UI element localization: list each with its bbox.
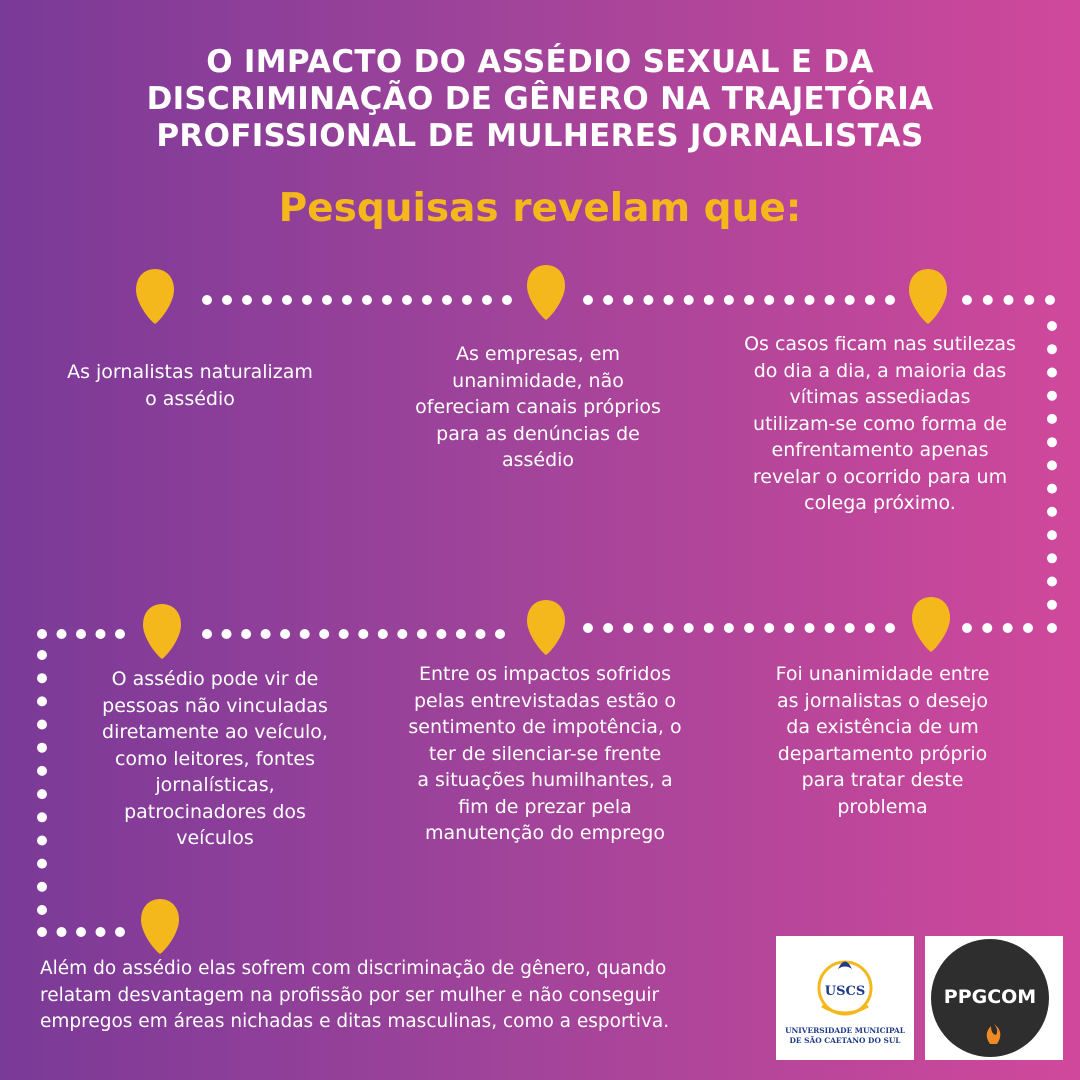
text-line: da existência de um <box>786 716 979 738</box>
marker-drop-icon <box>527 600 565 655</box>
finding-text-5 <box>380 661 710 847</box>
path-dot <box>37 743 47 753</box>
text-line: manutenção do emprego <box>425 822 665 844</box>
path-dot <box>37 696 47 706</box>
text-line: do dia a dia, a maioria das <box>753 359 1007 382</box>
path-dot <box>422 295 432 305</box>
path-dot <box>476 629 486 639</box>
path-dot <box>495 629 505 639</box>
path-dot <box>865 623 875 633</box>
path-dot <box>378 629 388 639</box>
path-dot <box>57 927 67 937</box>
path-dot <box>37 720 47 730</box>
finding-text-1 <box>40 359 340 412</box>
text-line: jornalísticas, <box>155 774 275 796</box>
path-dot <box>37 789 47 799</box>
path-dot <box>300 629 310 639</box>
path-dot <box>583 623 593 633</box>
path-dot <box>202 629 212 639</box>
text-line: empregos em áreas nichadas e ditas masculinas, como a esportiva. <box>40 1011 670 1032</box>
path-dot <box>482 295 492 305</box>
text-line: revelar o ocorrido para um <box>752 465 1008 488</box>
path-dot <box>37 859 47 869</box>
path-dot <box>37 629 47 639</box>
path-dot <box>805 295 815 305</box>
path-dot <box>37 766 47 776</box>
text-line: assédio <box>501 449 575 471</box>
path-dot <box>664 295 674 305</box>
text-line: a situações humilhantes, a <box>417 769 673 791</box>
path-dot <box>242 295 252 305</box>
path-dot <box>76 629 86 639</box>
path-dot <box>805 623 815 633</box>
text-line: relatam desvantagem na profissão por ser mulher e não conseguir <box>40 984 660 1006</box>
path-dot <box>76 927 86 937</box>
path-dot <box>724 623 734 633</box>
path-dot <box>623 623 633 633</box>
path-dot <box>115 629 125 639</box>
text-line: as jornalistas o desejo <box>776 689 989 712</box>
path-dot <box>643 295 653 305</box>
path-dot <box>342 295 352 305</box>
conclusion-text <box>40 956 740 1036</box>
path-dot <box>302 295 312 305</box>
path-dot <box>1004 295 1014 305</box>
path-dot <box>962 623 972 633</box>
path-dot <box>37 836 47 846</box>
text-line: pessoas não vinculadas <box>102 694 328 717</box>
path-dot <box>37 673 47 683</box>
text-line: colega próximo. <box>804 492 956 514</box>
path-dot <box>436 629 446 639</box>
path-dot <box>865 295 875 305</box>
path-dot <box>37 882 47 892</box>
finding-text-2 <box>378 341 698 474</box>
path-dot <box>502 295 512 305</box>
path-dot <box>845 623 855 633</box>
text-line: o assédio <box>145 387 235 410</box>
path-dot <box>623 295 633 305</box>
text-line: diretamente ao veículo, <box>102 721 328 743</box>
path-dot <box>684 623 694 633</box>
text-line: unanimidade, não <box>452 369 624 392</box>
marker-drop-icon <box>527 265 565 320</box>
path-dot <box>456 629 466 639</box>
path-dot <box>664 623 674 633</box>
uscs-logo-word: USCS <box>824 984 866 999</box>
text-line: Foi unanimidade entre <box>775 663 990 685</box>
path-dot <box>583 295 593 305</box>
path-dot <box>764 623 774 633</box>
path-dot <box>339 629 349 639</box>
uscs-logo <box>776 936 914 1060</box>
finding-text-6 <box>65 666 365 852</box>
title-line: DISCRIMINAÇÃO DE GÊNERO NA TRAJETÓRIA <box>146 81 934 117</box>
text-line: como leitores, fontes <box>114 747 316 770</box>
text-line: enfrentamento apenas <box>771 439 989 461</box>
ppgcom-logo-word: PPGCOM <box>943 986 1037 1008</box>
finding-text-4 <box>740 661 1025 820</box>
path-dot <box>1047 553 1057 563</box>
path-dot <box>982 623 992 633</box>
path-dot <box>724 295 734 305</box>
text-line: utilizam-se como forma de <box>753 412 1007 435</box>
path-dot <box>402 295 412 305</box>
path-dot <box>1047 321 1057 331</box>
path-dot <box>603 623 613 633</box>
path-dot <box>202 295 212 305</box>
finding-text-3 <box>710 331 1050 517</box>
path-dot <box>704 295 714 305</box>
path-dot <box>57 629 67 639</box>
path-dot <box>462 295 472 305</box>
path-dot <box>845 295 855 305</box>
path-dot <box>603 295 613 305</box>
ppgcom-logo <box>925 936 1063 1060</box>
text-line: pelas entrevistadas estão o <box>413 689 676 712</box>
path-dot <box>222 629 232 639</box>
text-line: para tratar deste <box>801 769 964 791</box>
path-dot <box>37 927 47 937</box>
text-line: Os casos ficam nas sutilezas <box>744 333 1016 355</box>
text-line: problema <box>837 795 928 818</box>
path-dot <box>744 295 754 305</box>
title-line: PROFISSIONAL DE MULHERES JORNALISTAS <box>156 118 924 154</box>
path-dot <box>442 295 452 305</box>
text-line: Entre os impactos sofridos <box>418 663 672 685</box>
path-dot <box>322 295 332 305</box>
path-dot <box>1047 623 1057 633</box>
path-dot <box>885 295 895 305</box>
path-dot <box>825 623 835 633</box>
path-dot <box>262 295 272 305</box>
path-dot <box>115 927 125 937</box>
path-dot <box>962 295 972 305</box>
text-line: vítimas assediadas <box>789 386 971 408</box>
path-dot <box>241 629 251 639</box>
path-dot <box>282 295 292 305</box>
path-dot <box>1047 600 1057 610</box>
path-dot <box>96 927 106 937</box>
text-line: O assédio pode vir de <box>111 668 319 690</box>
path-dot <box>382 295 392 305</box>
text-line: patrocinadores dos <box>124 800 306 823</box>
path-dot <box>417 629 427 639</box>
text-line: As jornalistas naturalizam <box>67 361 313 383</box>
path-dot <box>885 623 895 633</box>
path-dot <box>362 295 372 305</box>
text-line: departamento próprio <box>777 742 988 765</box>
path-dot <box>764 295 774 305</box>
path-dot <box>222 295 232 305</box>
path-dot <box>825 295 835 305</box>
path-dot <box>983 295 993 305</box>
marker-drop-icon <box>909 269 947 324</box>
path-dot <box>397 629 407 639</box>
path-dot <box>1003 623 1013 633</box>
text-line: sentimento de impotência, o <box>408 716 682 738</box>
text-line: Além do assédio elas sofrem com discriminação de gênero, quando <box>40 958 667 979</box>
path-dot <box>684 295 694 305</box>
path-dot <box>1024 295 1034 305</box>
uscs-logo-line: UNIVERSIDADE MUNICIPAL <box>785 1026 905 1035</box>
path-dot <box>1023 623 1033 633</box>
path-dot <box>261 629 271 639</box>
path-dot <box>96 629 106 639</box>
path-dot <box>704 623 714 633</box>
text-line: veículos <box>176 827 254 849</box>
path-dot <box>37 812 47 822</box>
text-line: fim de prezar pela <box>458 795 632 818</box>
path-dot <box>643 623 653 633</box>
path-dot <box>319 629 329 639</box>
path-dot <box>1045 295 1055 305</box>
marker-drop-icon <box>141 899 179 954</box>
path-dot <box>1047 577 1057 587</box>
marker-drop-icon <box>912 597 950 652</box>
text-line: ofereciam canais próprios <box>415 396 661 418</box>
uscs-logo-line: DE SÃO CAETANO DO SUL <box>789 1036 901 1045</box>
path-dot <box>37 650 47 660</box>
path-dot <box>358 629 368 639</box>
path-dot <box>1047 530 1057 540</box>
path-dot <box>37 905 47 915</box>
path-dot <box>784 623 794 633</box>
text-line: ter de silenciar-se frente <box>428 742 662 765</box>
marker-drop-icon <box>136 269 174 324</box>
text-line: As empresas, em <box>456 343 620 365</box>
marker-drop-icon <box>143 604 181 659</box>
section-subtitle: Pesquisas revelam que: <box>278 186 802 231</box>
text-line: para as denúncias de <box>436 422 640 445</box>
title-line: O IMPACTO DO ASSÉDIO SEXUAL E DA <box>206 44 874 80</box>
path-dot <box>280 629 290 639</box>
path-dot <box>744 623 754 633</box>
path-dot <box>784 295 794 305</box>
